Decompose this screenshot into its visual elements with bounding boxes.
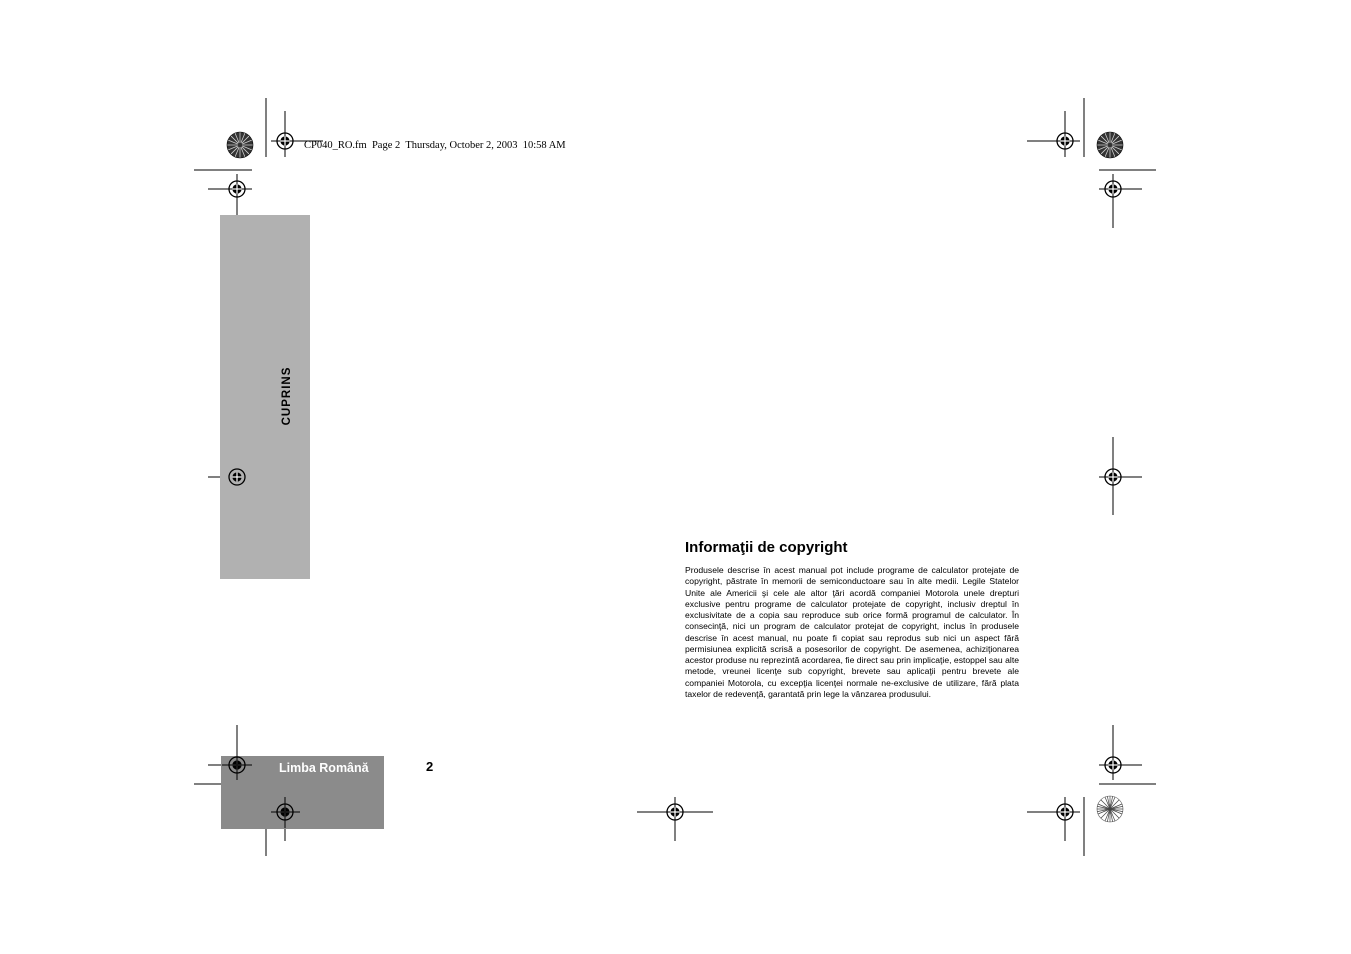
section-label: CUPRINS	[281, 366, 293, 426]
footer-language-label: Limba Română	[279, 761, 369, 775]
copyright-paragraph: Produsele descrise în acest manual pot include programe de calculator protejate de copyright, păstrate în memorii de semiconductoare sau în alte medii. Legile Statelor Unite ale Americii şi cele ale altor ţări acordă companiei Motorola unele drepturi exclusive pentru programe de calculator protejate de copyright, inclusiv dreptul în exclusivitate de a copia sau reproduce sub orice formă programul de calculator. În consecinţă, nici un program de calculator protejat de copyright, inclus în produsele descrise în acest manual, nu poate fi copiat sau reprodus sub nici un aspect fără permisiunea explicită scrisă a posesorilor de copyright. De asemenea, achiziţionarea acestor produse nu reprezintă acordarea, fie direct sau prin implicaţie, estoppel sau alte metode, vreunei licenţe sub copyright, brevete sau aplicaţii pentru brevete ale companiei Motorola, cu excepţia licenţei normale ne-exclusive de utilizare, fără plata taxelor de redevenţă, garantată prin lege la vânzarea produsului.	[685, 565, 1019, 699]
page-number: 2	[426, 759, 434, 774]
registration-mark-icon	[229, 133, 1121, 820]
section-title: Informaţii de copyright	[685, 539, 848, 556]
file-info-header: CP040_RO.fm Page 2 Thursday, October 2, 2003 10:58 AM	[304, 140, 566, 151]
